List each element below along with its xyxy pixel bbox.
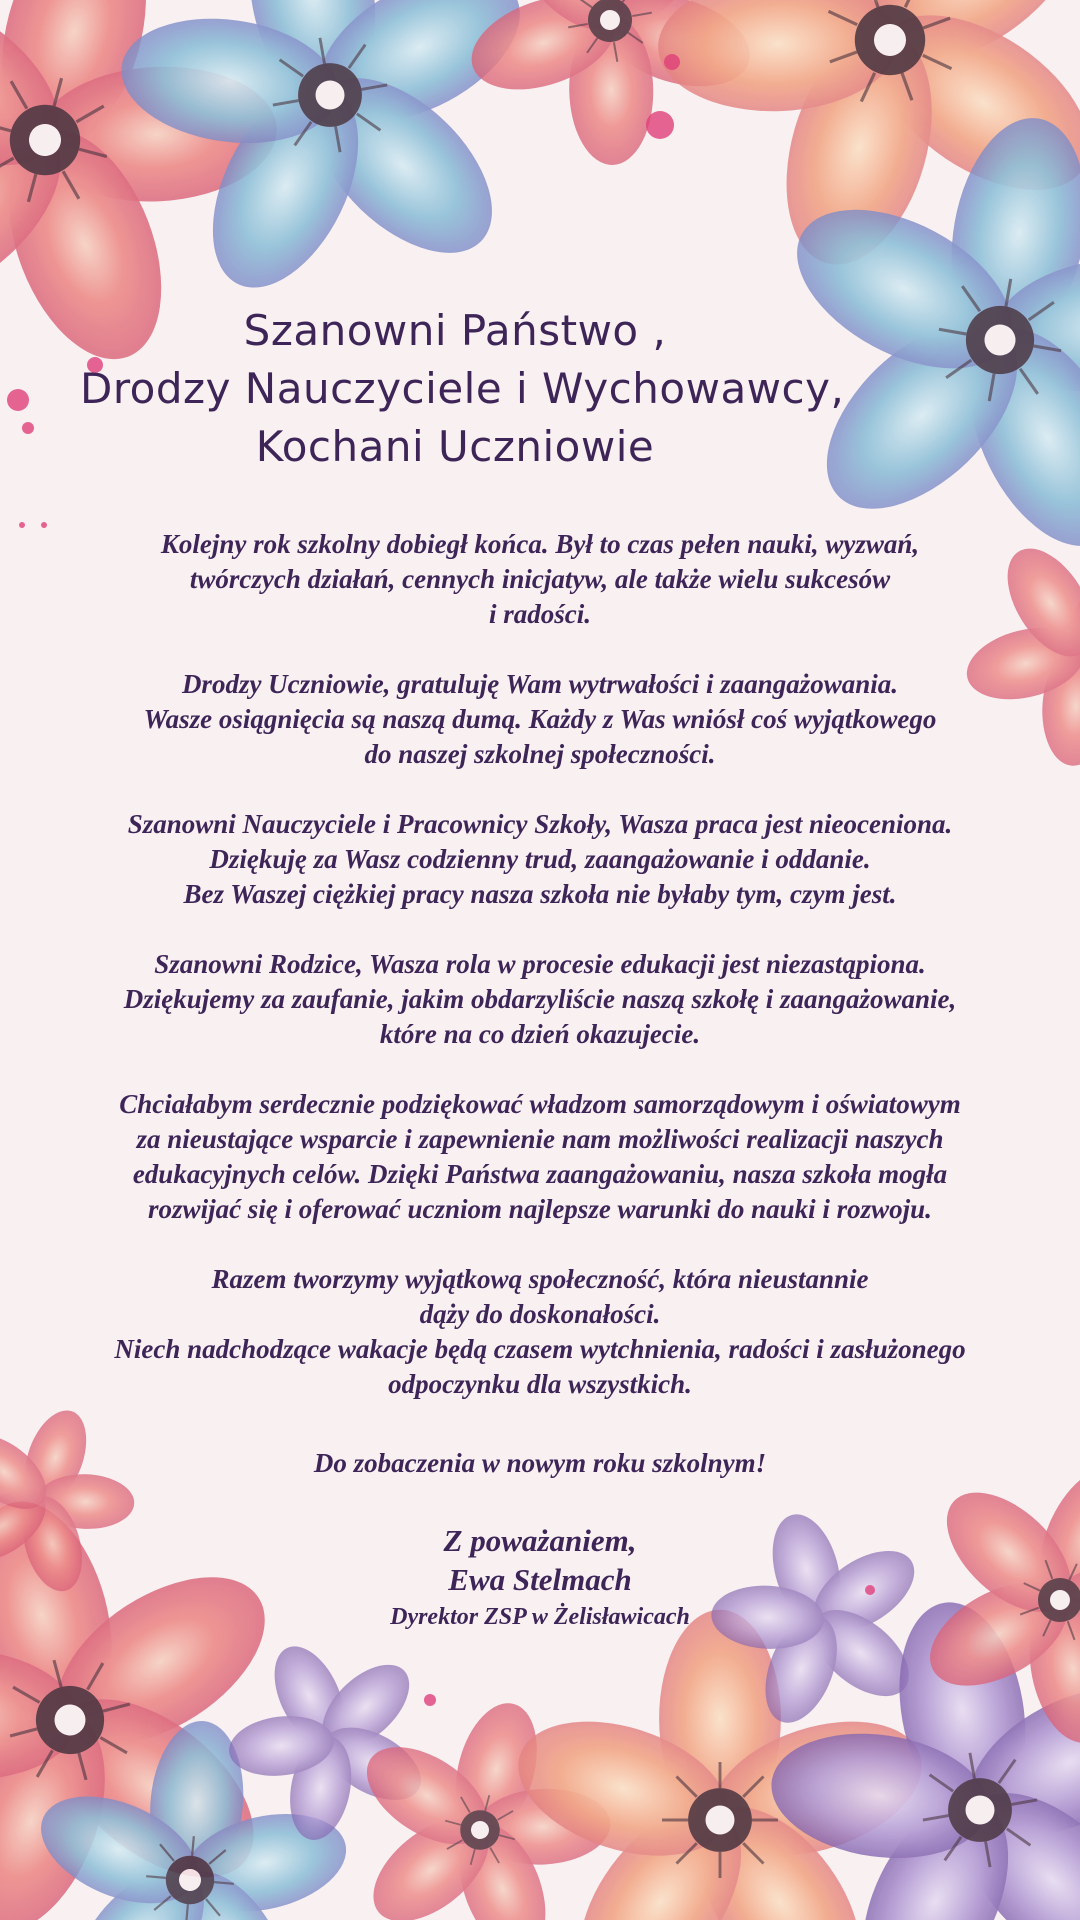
paragraph-community — [60, 1262, 1020, 1402]
paragraph-line: rozwijać się i oferować uczniom najlepsze warunki do nauki i rozwoju. — [148, 1194, 932, 1224]
paragraph-line: Szanowni Nauczyciele i Pracownicy Szkoły, Wasza praca jest nieoceniona. — [127, 809, 953, 839]
signatory-role: Dyrektor ZSP w Żelisławicach — [390, 1604, 690, 1630]
salutation-line-1: Szanowni Państwo , — [243, 306, 667, 355]
paragraph-line: za nieustające wsparcie i zapewnienie nam możliwości realizacji naszych — [136, 1124, 944, 1154]
paragraph-line: Dziękuję za Wasz codzienny trud, zaangażowanie i oddanie. — [209, 844, 871, 874]
paragraph-line: Chciałabym serdecznie podziękować władzom samorządowym i oświatowym — [119, 1089, 961, 1119]
paragraph-line: Dziękujemy za zaufanie, jakim obdarzyliście naszą szkołę i zaangażowanie, — [123, 984, 957, 1014]
paragraph-authorities — [60, 1087, 1020, 1227]
closing-line: Do zobaczenia w nowym roku szkolnym! — [313, 1448, 767, 1478]
paragraph-line: Niech nadchodzące wakacje będą czasem wytchnienia, radości i zasłużonego — [114, 1334, 966, 1364]
paragraph-parents — [60, 947, 1020, 1052]
paragraph-year-end — [60, 527, 1020, 632]
paragraph-line: Kolejny rok szkolny dobiegł końca. Był to czas pełen nauki, wyzwań, — [160, 529, 920, 559]
regards-line: Z poważaniem, — [443, 1523, 637, 1558]
paragraph-line: do naszej szkolnej społeczności. — [364, 739, 716, 769]
paragraph-students — [60, 667, 1020, 772]
paragraph-line: twórczych działań, cennych inicjatyw, ale także wielu sukcesów — [189, 564, 891, 594]
paragraph-line: Wasze osiągnięcia są naszą dumą. Każdy z Was wniósł coś wyjątkowego — [143, 704, 937, 734]
salutation-line-2: Drodzy Nauczyciele i Wychowawcy, — [80, 364, 845, 413]
paragraph-line: które na co dzień okazujecie. — [379, 1019, 701, 1049]
letter-salutation — [80, 302, 845, 476]
paragraph-line: Drodzy Uczniowie, gratuluję Wam wytrwałości i zaangażowania. — [181, 669, 899, 699]
paragraph-line: edukacyjnych celów. Dzięki Państwa zaangażowaniu, nasza szkoła mogła — [132, 1159, 948, 1189]
paragraph-teachers — [60, 807, 1020, 912]
paragraph-line: Razem tworzymy wyjątkową społeczność, która nieustannie — [211, 1264, 869, 1294]
paragraph-line: Bez Waszej ciężkiej pracy nasza szkoła nie byłaby tym, czym jest. — [183, 879, 897, 909]
paragraph-line: i radości. — [488, 599, 591, 629]
letter-body — [60, 527, 1020, 1437]
salutation-line-3: Kochani Uczniowie — [255, 422, 655, 471]
paragraph-line: dąży do doskonałości. — [419, 1299, 661, 1329]
paragraph-line: Szanowni Rodzice, Wasza rola w procesie edukacji jest niezastąpiona. — [154, 949, 926, 979]
signatory-name: Ewa Stelmach — [448, 1562, 632, 1597]
paragraph-line: odpoczynku dla wszystkich. — [388, 1369, 692, 1399]
